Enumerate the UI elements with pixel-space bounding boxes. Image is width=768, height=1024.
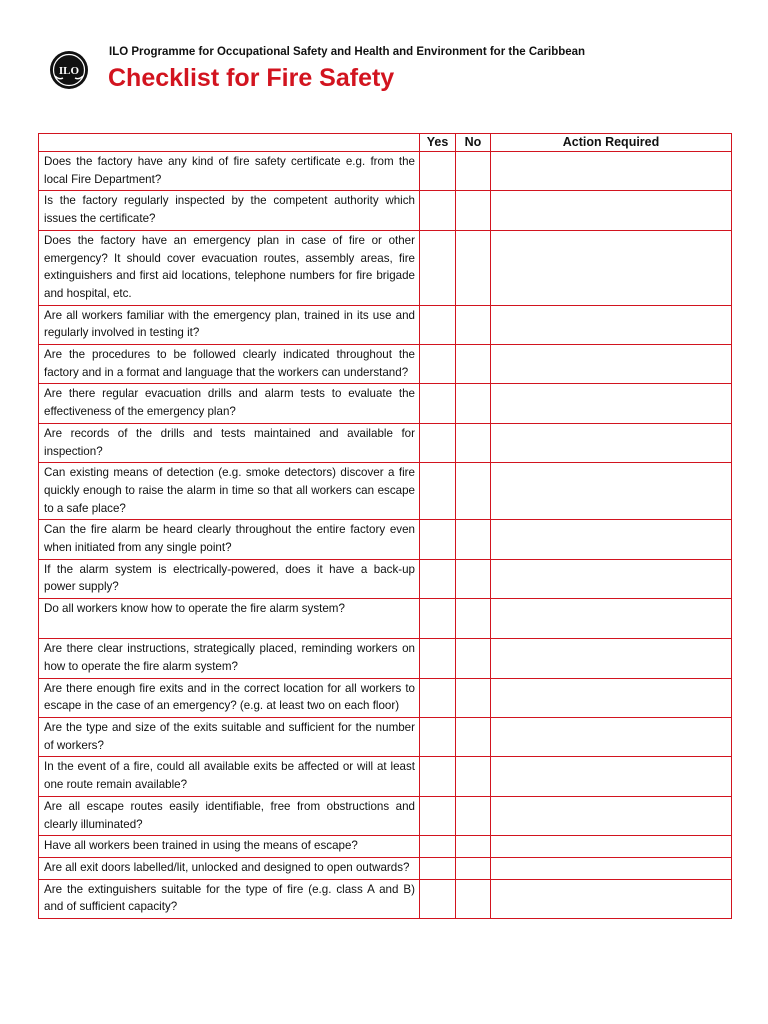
- action-required-cell[interactable]: [491, 191, 732, 230]
- question-cell: Can existing means of detection (e.g. smoke detectors) discover a fire quickly enough to raise the alarm in time so that all workers can escape to a safe place?: [39, 463, 420, 520]
- action-required-cell[interactable]: [491, 423, 732, 462]
- checklist-table: [38, 133, 732, 919]
- table-row: [39, 384, 732, 423]
- action-required-cell[interactable]: [491, 796, 732, 835]
- no-cell[interactable]: [456, 678, 491, 717]
- table-row: [39, 152, 732, 191]
- table-row: [39, 230, 732, 305]
- no-cell[interactable]: [456, 836, 491, 858]
- table-row: [39, 879, 732, 918]
- question-cell: Are the type and size of the exits suitable and sufficient for the number of workers?: [39, 717, 420, 756]
- page-title: Checklist for Fire Safety: [108, 64, 395, 92]
- question-column-header: [39, 134, 420, 152]
- table-row: [39, 796, 732, 835]
- action-required-cell[interactable]: [491, 520, 732, 559]
- question-cell: Are there regular evacuation drills and alarm tests to evaluate the effectiveness of the emergency plan?: [39, 384, 420, 423]
- yes-cell[interactable]: [420, 879, 456, 918]
- no-cell[interactable]: [456, 639, 491, 678]
- action-required-cell[interactable]: [491, 345, 732, 384]
- table-row: [39, 836, 732, 858]
- table-row: [39, 559, 732, 598]
- question-cell: Are all exit doors labelled/lit, unlocked and designed to open outwards?: [39, 857, 420, 879]
- program-name: ILO Programme for Occupational Safety and Health and Environment for the Caribbean: [109, 46, 586, 58]
- yes-cell[interactable]: [420, 384, 456, 423]
- yes-cell[interactable]: [420, 717, 456, 756]
- question-cell: Are the extinguishers suitable for the type of fire (e.g. class A and B) and of sufficient capacity?: [39, 879, 420, 918]
- yes-cell[interactable]: [420, 191, 456, 230]
- no-cell[interactable]: [456, 423, 491, 462]
- question-cell: Can the fire alarm be heard clearly throughout the entire factory even when initiated from any single point?: [39, 520, 420, 559]
- yes-cell[interactable]: [420, 230, 456, 305]
- table-row: [39, 520, 732, 559]
- action-required-cell[interactable]: [491, 230, 732, 305]
- action-required-cell[interactable]: [491, 678, 732, 717]
- yes-cell[interactable]: [420, 152, 456, 191]
- question-cell: Does the factory have any kind of fire safety certificate e.g. from the local Fire Department?: [39, 152, 420, 191]
- question-cell: Are there clear instructions, strategically placed, reminding workers on how to operate the fire alarm system?: [39, 639, 420, 678]
- question-cell: Do all workers know how to operate the fire alarm system?: [39, 599, 420, 639]
- no-cell[interactable]: [456, 305, 491, 344]
- ilo-logo-icon: [49, 50, 89, 90]
- no-cell[interactable]: [456, 384, 491, 423]
- no-cell[interactable]: [456, 520, 491, 559]
- action-required-cell[interactable]: [491, 639, 732, 678]
- question-cell: Are records of the drills and tests maintained and available for inspection?: [39, 423, 420, 462]
- action-required-cell[interactable]: [491, 152, 732, 191]
- action-required-cell[interactable]: [491, 384, 732, 423]
- yes-cell[interactable]: [420, 836, 456, 858]
- question-cell: Are there enough fire exits and in the correct location for all workers to escape in the case of an emergency? (e.g. at least two on each floor): [39, 678, 420, 717]
- yes-cell[interactable]: [420, 423, 456, 462]
- no-cell[interactable]: [456, 717, 491, 756]
- yes-cell[interactable]: [420, 520, 456, 559]
- action-required-cell[interactable]: [491, 836, 732, 858]
- yes-column-header: Yes: [420, 134, 456, 152]
- table-row: [39, 678, 732, 717]
- question-cell: Are all workers familiar with the emergency plan, trained in its use and regularly involved in testing it?: [39, 305, 420, 344]
- no-cell[interactable]: [456, 191, 491, 230]
- table-row: [39, 639, 732, 678]
- action-required-cell[interactable]: [491, 717, 732, 756]
- action-required-cell[interactable]: [491, 599, 732, 639]
- no-cell[interactable]: [456, 796, 491, 835]
- yes-cell[interactable]: [420, 639, 456, 678]
- no-cell[interactable]: [456, 879, 491, 918]
- yes-cell[interactable]: [420, 857, 456, 879]
- no-cell[interactable]: [456, 857, 491, 879]
- yes-cell[interactable]: [420, 757, 456, 796]
- table-row: [39, 423, 732, 462]
- table-header-row: [39, 134, 732, 152]
- action-required-column-header: Action Required: [491, 134, 732, 152]
- question-cell: Is the factory regularly inspected by the competent authority which issues the certificate?: [39, 191, 420, 230]
- no-cell[interactable]: [456, 463, 491, 520]
- table-row: [39, 305, 732, 344]
- no-cell[interactable]: [456, 599, 491, 639]
- table-row: [39, 599, 732, 639]
- logo-text: ILO: [58, 65, 80, 77]
- question-cell: Have all workers been trained in using the means of escape?: [39, 836, 420, 858]
- table-row: [39, 463, 732, 520]
- action-required-cell[interactable]: [491, 559, 732, 598]
- table-row: [39, 757, 732, 796]
- no-cell[interactable]: [456, 559, 491, 598]
- table-row: [39, 191, 732, 230]
- action-required-cell[interactable]: [491, 757, 732, 796]
- question-cell: Are the procedures to be followed clearly indicated throughout the factory and in a format and language that the workers can understand?: [39, 345, 420, 384]
- yes-cell[interactable]: [420, 796, 456, 835]
- yes-cell[interactable]: [420, 599, 456, 639]
- no-cell[interactable]: [456, 152, 491, 191]
- question-cell: Does the factory have an emergency plan in case of fire or other emergency? It should cover evacuation routes, assembly areas, fire extinguishers and first aid locations, telephone numbers for fire brigade and hospital, etc.: [39, 230, 420, 305]
- action-required-cell[interactable]: [491, 857, 732, 879]
- yes-cell[interactable]: [420, 559, 456, 598]
- question-cell: Are all escape routes easily identifiable, free from obstructions and clearly illuminated?: [39, 796, 420, 835]
- table-row: [39, 717, 732, 756]
- no-column-header: No: [456, 134, 491, 152]
- question-cell: If the alarm system is electrically-powered, does it have a back-up power supply?: [39, 559, 420, 598]
- yes-cell[interactable]: [420, 678, 456, 717]
- action-required-cell[interactable]: [491, 463, 732, 520]
- action-required-cell[interactable]: [491, 879, 732, 918]
- no-cell[interactable]: [456, 230, 491, 305]
- yes-cell[interactable]: [420, 345, 456, 384]
- yes-cell[interactable]: [420, 305, 456, 344]
- no-cell[interactable]: [456, 757, 491, 796]
- table-row: [39, 345, 732, 384]
- question-cell: In the event of a fire, could all available exits be affected or will at least one route remain available?: [39, 757, 420, 796]
- yes-cell[interactable]: [420, 463, 456, 520]
- action-required-cell[interactable]: [491, 305, 732, 344]
- no-cell[interactable]: [456, 345, 491, 384]
- table-row: [39, 857, 732, 879]
